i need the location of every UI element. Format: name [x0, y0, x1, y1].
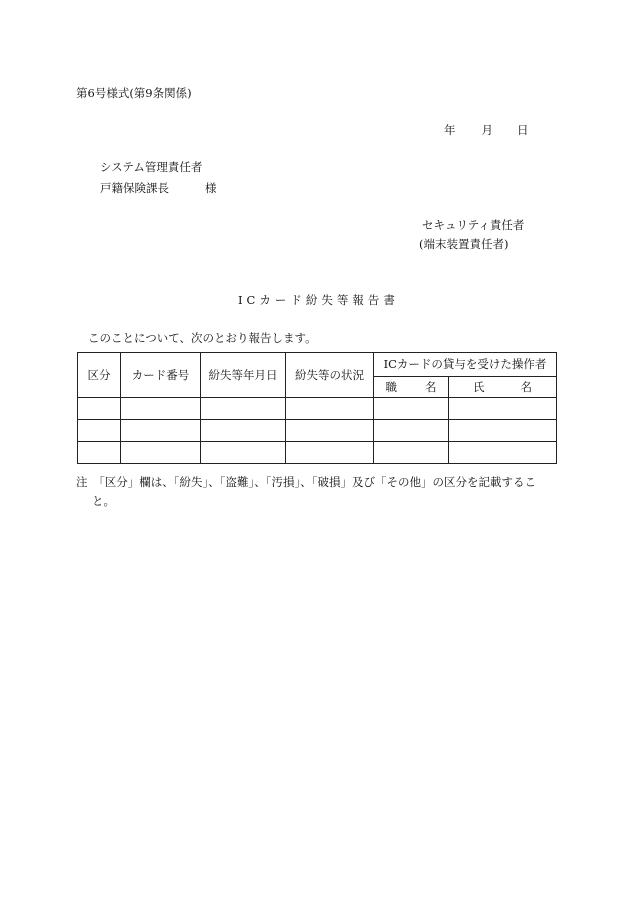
date-year-label: 年 — [444, 123, 456, 137]
cell-loss-date[interactable] — [201, 442, 286, 464]
cell-position[interactable] — [374, 442, 449, 464]
date-line — [444, 123, 529, 137]
cell-loss-date[interactable] — [201, 420, 286, 442]
header-position — [374, 376, 449, 397]
header-card-number: カード番号 — [121, 353, 201, 398]
cell-position[interactable] — [374, 420, 449, 442]
cell-category[interactable] — [78, 442, 121, 464]
cell-position[interactable] — [374, 398, 449, 420]
date-day-label: 日 — [517, 123, 529, 137]
cell-name[interactable] — [449, 398, 557, 420]
table-row — [78, 420, 557, 442]
report-table — [77, 352, 557, 464]
header-category: 区分 — [78, 353, 121, 398]
cell-loss-status[interactable] — [286, 420, 374, 442]
sender-line-1: セキュリティ責任者 — [422, 218, 525, 232]
document-title: ICカード紛失等報告書 — [238, 293, 399, 307]
cell-category[interactable] — [78, 420, 121, 442]
note-line-1: 注 「区分」欄は、「紛失」、「盗難」、「汚損」、「破損」及び「その他」の区分を記載するこ — [76, 475, 536, 489]
cell-card-number[interactable] — [121, 420, 201, 442]
table-header-row — [78, 353, 557, 377]
header-name-char-2: 名 — [520, 379, 532, 394]
note-line-2: と。 — [92, 494, 115, 508]
cell-loss-date[interactable] — [201, 398, 286, 420]
cell-name[interactable] — [449, 442, 557, 464]
addressee-title: 戸籍保険課長 — [100, 181, 169, 195]
form-number: 第6号様式(第9条関係) — [76, 86, 192, 100]
table-row — [78, 442, 557, 464]
addressee-honorific: 様 — [205, 181, 217, 195]
date-month-label: 月 — [481, 123, 493, 137]
header-name — [449, 376, 557, 397]
header-position-char-2: 名 — [425, 379, 437, 394]
table-row — [78, 398, 557, 420]
header-operator-group: ICカードの貸与を受けた操作者 — [374, 353, 557, 377]
header-position-char-1: 職 — [385, 379, 397, 394]
cell-card-number[interactable] — [121, 442, 201, 464]
header-name-char-1: 氏 — [473, 379, 485, 394]
header-loss-date: 紛失等年月日 — [201, 353, 286, 398]
header-loss-status: 紛失等の状況 — [286, 353, 374, 398]
cell-loss-status[interactable] — [286, 398, 374, 420]
sender-line-2: (端末装置責任者) — [419, 237, 509, 251]
cell-name[interactable] — [449, 420, 557, 442]
addressee-line-2 — [100, 181, 217, 195]
cell-card-number[interactable] — [121, 398, 201, 420]
intro-text: このことについて、次のとおり報告します。 — [88, 331, 317, 345]
addressee-line-1: システム管理責任者 — [100, 160, 203, 174]
cell-loss-status[interactable] — [286, 442, 374, 464]
cell-category[interactable] — [78, 398, 121, 420]
